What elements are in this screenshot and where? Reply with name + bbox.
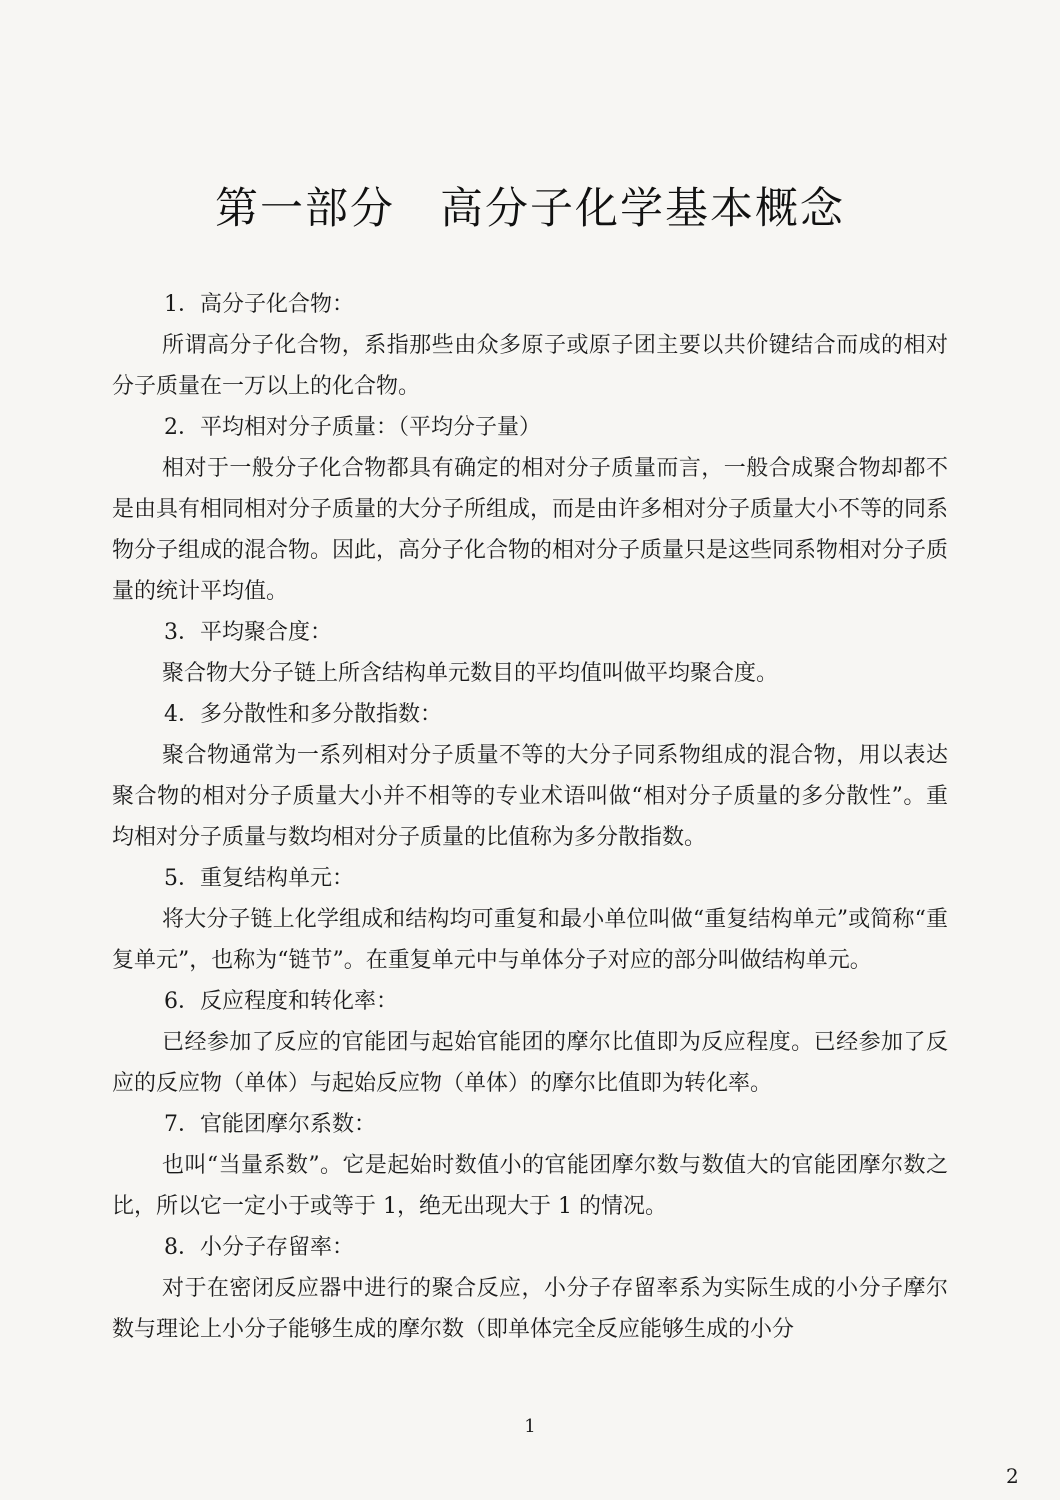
section-7: [112, 1104, 948, 1227]
section-1: [112, 284, 948, 407]
section-6: [112, 981, 948, 1104]
page-number: 1: [524, 1416, 536, 1437]
section-heading: 4．多分散性和多分散指数：: [164, 702, 442, 727]
corner-page-number: 2: [1006, 1464, 1019, 1488]
section-body: 对于在密闭反应器中进行的聚合反应，小分子存留率系为实际生成的小分子摩尔数与理论上小分子能够生成的摩尔数（即单体完全反应能够生成的小分: [112, 1276, 948, 1342]
section-heading: 6．反应程度和转化率：: [164, 989, 398, 1014]
section-heading: 8．小分子存留率：: [164, 1235, 354, 1260]
section-body: 所谓高分子化合物，系指那些由众多原子或原子团主要以共价键结合而成的相对分子质量在一万以上的化合物。: [112, 333, 948, 399]
page-title: 第一部分 高分子化学基本概念: [215, 184, 845, 234]
section-body: 聚合物大分子链上所含结构单元数目的平均值叫做平均聚合度。: [162, 661, 779, 686]
section-heading: 1．高分子化合物：: [164, 292, 354, 317]
section-heading: 5．重复结构单元：: [164, 866, 354, 891]
section-8: [112, 1227, 948, 1350]
section-4: [112, 694, 948, 858]
section-heading: 3．平均聚合度：: [164, 620, 332, 645]
section-2: [112, 407, 948, 612]
section-body: 将大分子链上化学组成和结构均可重复和最小单位叫做“重复结构单元”或简称“重复单元”，也称为“链节”。在重复单元中与单体分子对应的部分叫做结构单元。: [112, 907, 948, 973]
section-body: 已经参加了反应的官能团与起始官能团的摩尔比值即为反应程度。已经参加了反应的反应物（单体）与起始反应物（单体）的摩尔比值即为转化率。: [112, 1030, 948, 1096]
section-3: [112, 612, 948, 694]
section-heading: 7．官能团摩尔系数：: [164, 1112, 376, 1137]
section-body: 聚合物通常为一系列相对分子质量不等的大分子同系物组成的混合物，用以表达聚合物的相对分子质量大小并不相等的专业术语叫做“相对分子质量的多分散性”。重均相对分子质量与数均相对分子质量的比值称为多分散指数。: [112, 743, 948, 850]
content-area: [112, 284, 948, 1350]
section-5: [112, 858, 948, 981]
section-body: 相对于一般分子化合物都具有确定的相对分子质量而言，一般合成聚合物却都不是由具有相同相对分子质量的大分子所组成，而是由许多相对分子质量大小不等的同系物分子组成的混合物。因此，高分子化合物的相对分子质量只是这些同系物相对分子质量的统计平均值。: [112, 456, 949, 604]
section-heading: 2．平均相对分子质量：（平均分子量）: [164, 415, 541, 440]
section-body: 也叫“当量系数”。它是起始时数值小的官能团摩尔数与数值大的官能团摩尔数之比，所以它一定小于或等于 1，绝无出现大于 1 的情况。: [112, 1153, 948, 1219]
